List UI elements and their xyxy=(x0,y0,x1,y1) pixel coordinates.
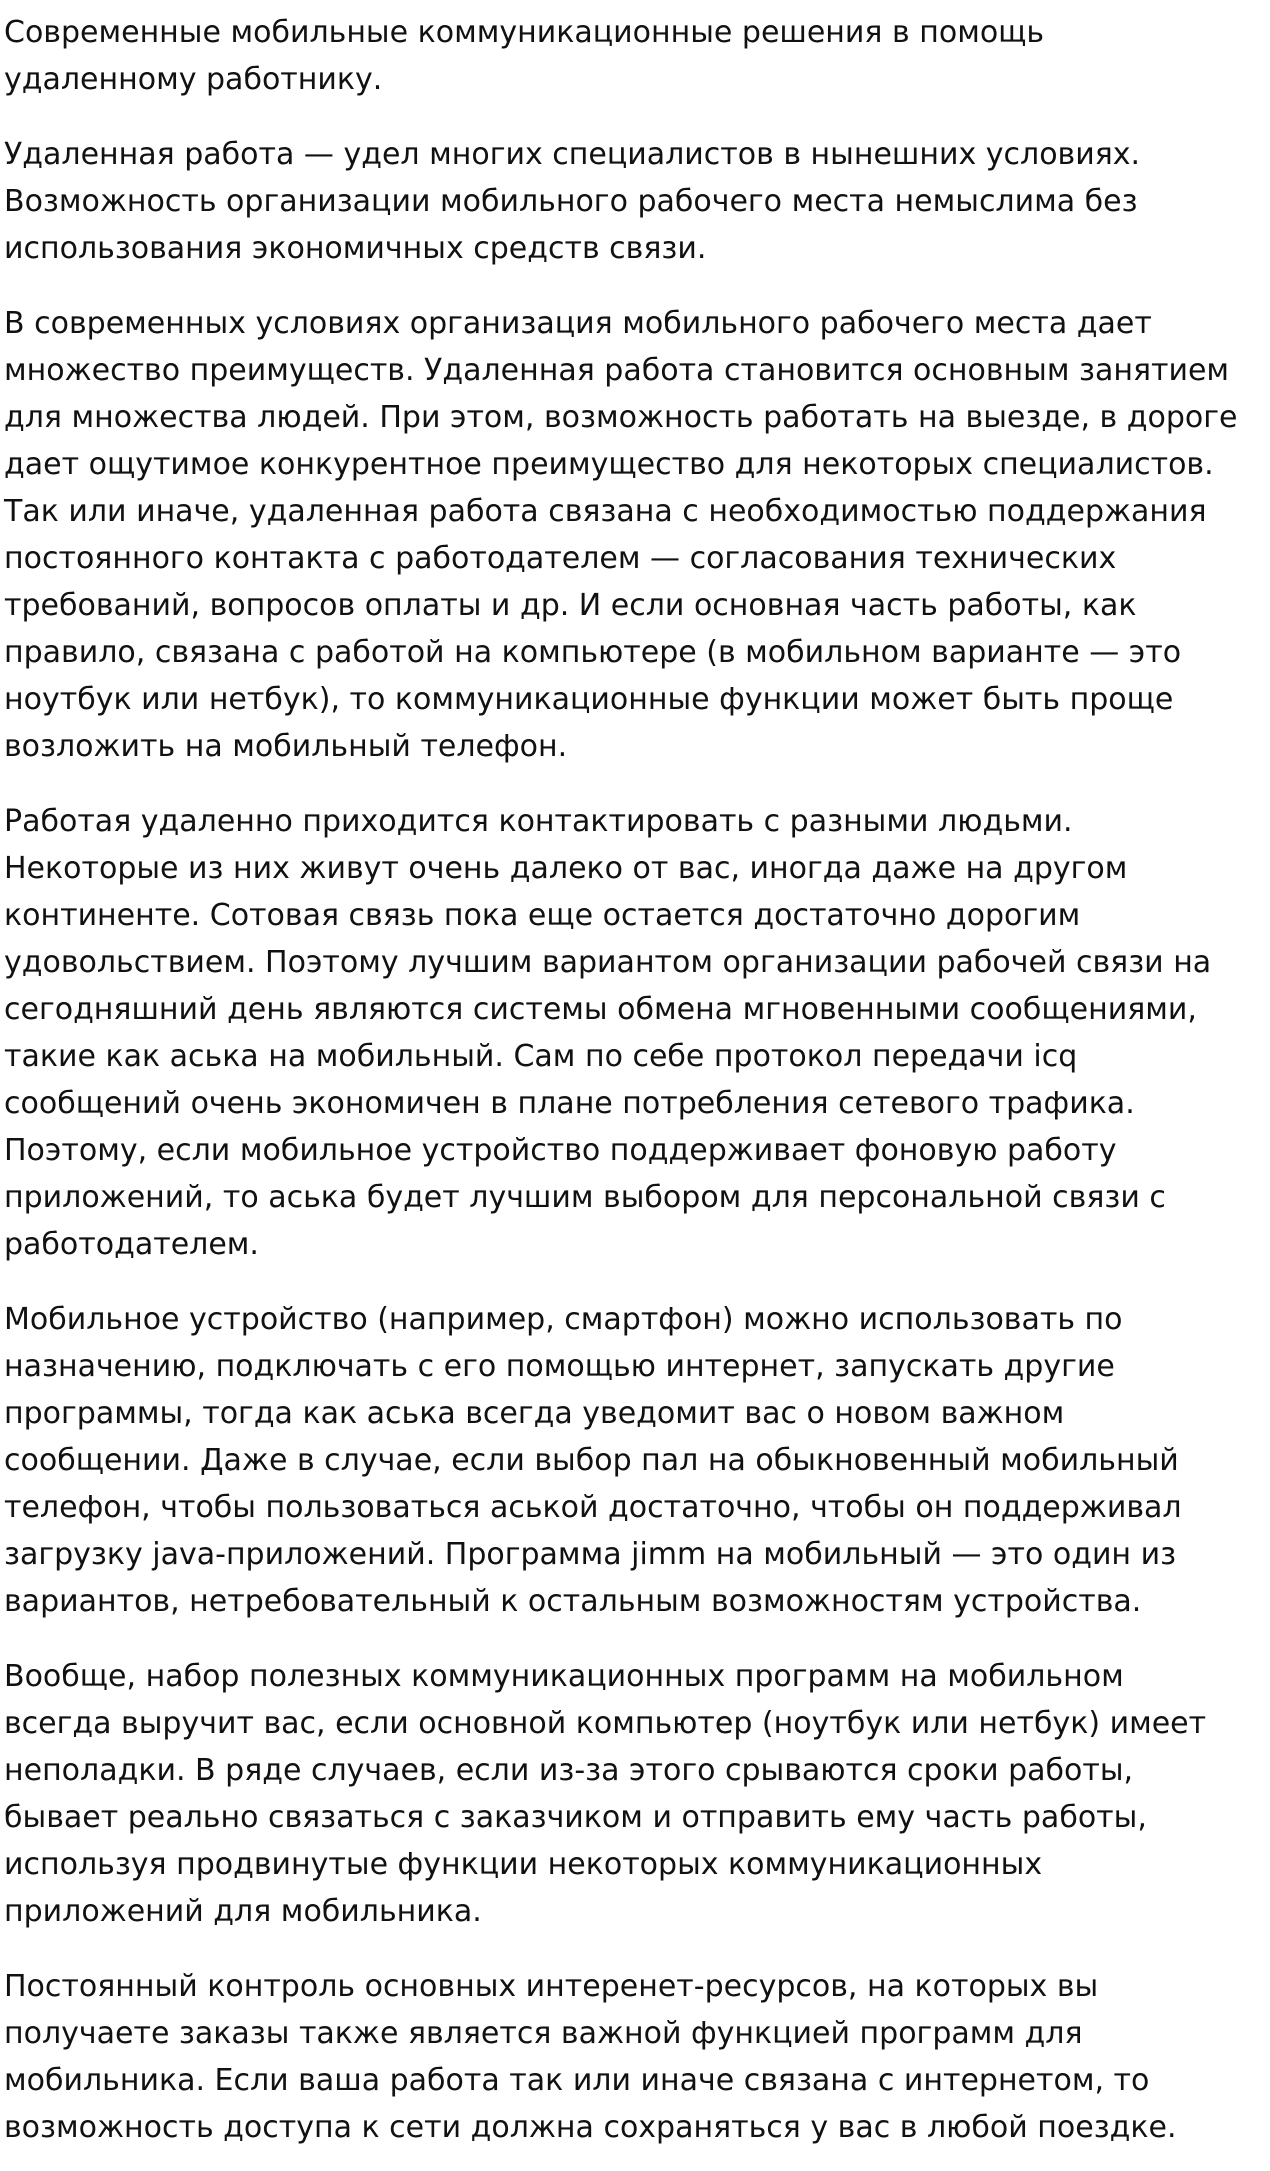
paragraph-advantages: В современных условиях организация мобильного рабочего места дает множество преимуществ. Удаленная работа становится основным занятием для множества людей. При этом, возможность работать на выезде, в дороге дает ощутимое конкурентное преимущество для некоторых специалистов. Так или иначе, удаленная работа связана с необходимостью поддержания постоянного контакта с работодателем — согласования технических требований, вопросов оплаты и др. И если основная часть работы, как правило, связана с работой на компьютере (в мобильном варианте — это ноутбук или нетбук), то коммуникационные функции может быть проще возложить на мобильный телефон. xyxy=(4,306,1238,764)
paragraph-messaging: Работая удаленно приходится контактировать с разными людьми. Некоторые из них живут очень далеко от вас, иногда даже на другом континенте. Сотовая связь пока еще остается достаточно дорогим удовольствием. Поэтому лучшим вариантом организации рабочей связи на сегодняшний день являются системы обмена мгновенными сообщениями, такие как аська на мобильный. Сам по себе протокол передачи icq сообщений очень экономичен в плане потребления сетевого трафика. Поэтому, если мобильное устройство поддерживает фоновую работу приложений, то аська будет лучшим выбором для персональной связи с работодателем. xyxy=(4,804,1212,1262)
paragraph-smartphone: Мобильное устройство (например, смартфон) можно использовать по назначению, подключать с его помощью интернет, запускать другие программы, тогда как аська всегда уведомит вас о новом важном сообщении. Даже в случае, если выбор пал на обыкновенный мобильный телефон, чтобы пользоваться аськой достаточно, чтобы он поддерживал загрузку java-приложений. Программа jimm на мобильный — это один из вариантов, нетребовательный к остальным возможностям устройства. xyxy=(4,1302,1182,1619)
article-title: Современные мобильные коммуникационные решения в помощь удаленному работнику. xyxy=(4,15,1045,97)
paragraph-intro: Удаленная работа — удел многих специалистов в нынешних условиях. Возможность организации мобильного рабочего места немыслима без использования экономичных средств связи. xyxy=(4,137,1141,266)
paragraph-backup: Вообще, набор полезных коммуникационных программ на мобильном всегда выручит вас, если основной компьютер (ноутбук или нетбук) имеет неполадки. В ряде случаев, если из-за этого срываются сроки работы, бывает реально связаться с заказчиком и отправить ему часть работы, используя продвинутые функции некоторых коммуникационных приложений для мобильника. xyxy=(4,1659,1207,1929)
paragraph-internet-access: Постоянный контроль основных интеренет-ресурсов, на которых вы получаете заказы также является важной функцией программ для мобильника. Если ваша работа так или иначе связана с интернетом, то возможность доступа к сети должна сохраняться у вас в любой поездке. xyxy=(4,1969,1177,2145)
